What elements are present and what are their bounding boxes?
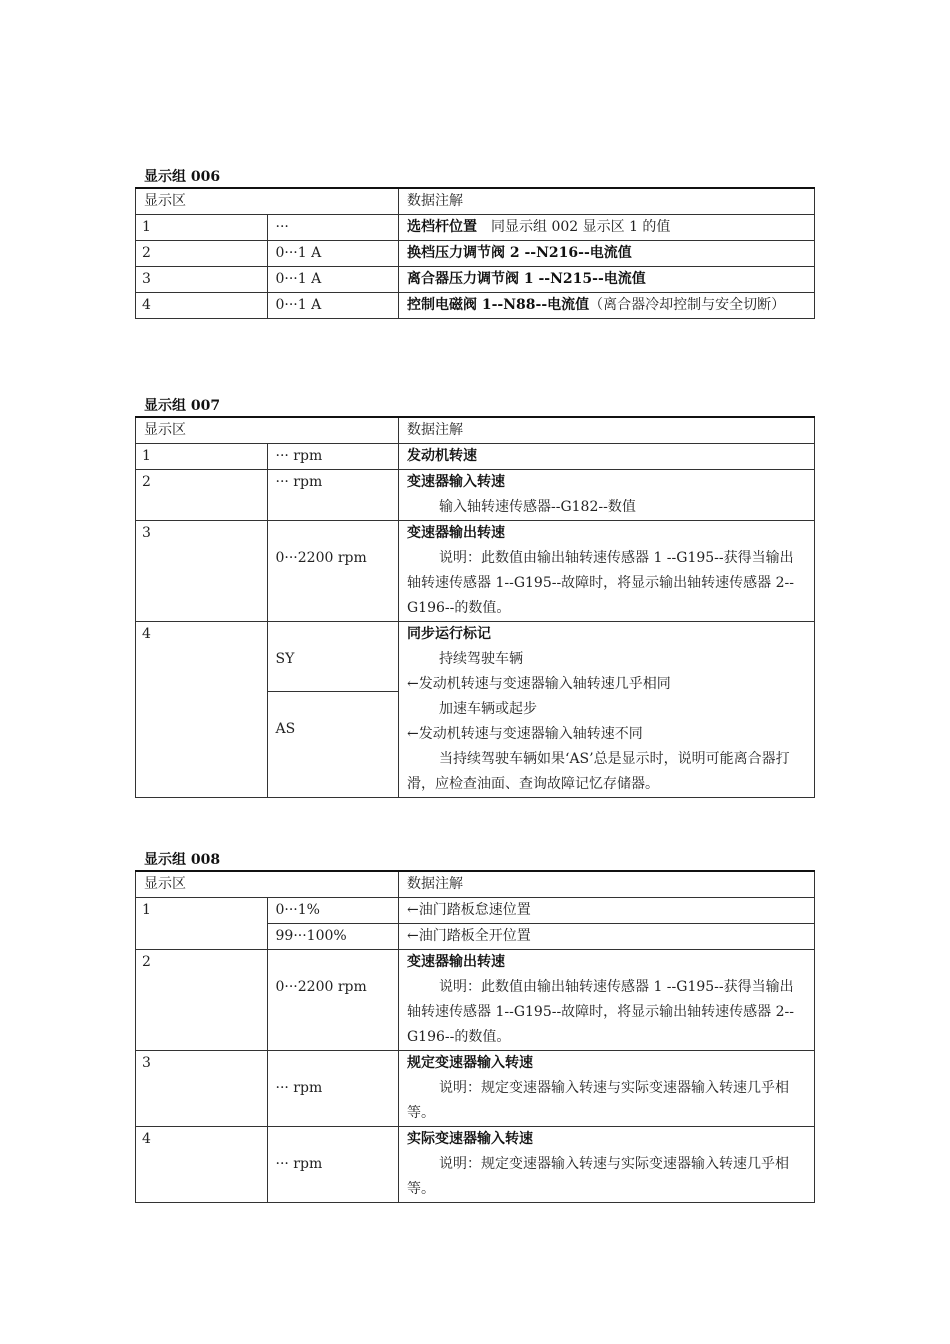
header-display-area: 显示区 (136, 871, 399, 898)
row-range (267, 521, 399, 622)
table-row (136, 241, 815, 267)
table-row (136, 470, 815, 521)
table-row (136, 521, 815, 622)
row-note-5: 当持续驾驶车辆如果‘AS’总是显示时，说明可能离合器打滑，应检查油面、查询故障记忆存储器。 (407, 751, 790, 792)
table-row (136, 622, 815, 692)
group-table (135, 416, 815, 798)
row-title: 实际变速器输入转速 (407, 1131, 533, 1147)
row-note: 说明：此数值由输出轴转速传感器 1 --G195--获得当输出轴转速传感器 1--G195--故障时，将显示输出轴转速传感器 2--G196--的数值。 (407, 979, 795, 1045)
table-header-row (136, 871, 815, 898)
row-description (399, 1127, 815, 1203)
header-display-area: 显示区 (136, 188, 399, 215)
row-range-as (267, 692, 399, 798)
header-data-note: 数据注解 (399, 417, 815, 444)
table-row (136, 444, 815, 470)
row-title: 换档压力调节阀 2 --N216--电流值 (407, 245, 632, 261)
row-note: 同显示组 002 显示区 1 的值 (477, 219, 671, 235)
row-title: 同步运行标记 (407, 626, 491, 642)
row-note: 输入轴转速传感器--G182--数值 (439, 499, 636, 515)
header-data-note: 数据注解 (399, 188, 815, 215)
row-number: 1 (136, 898, 268, 950)
row-range-value: AS (275, 721, 296, 737)
row-description (399, 470, 815, 521)
row-range: 99···100% (267, 924, 399, 950)
group-table (135, 187, 815, 319)
row-range: ··· (267, 215, 399, 241)
row-note: 说明：此数值由输出轴转速传感器 1 --G195--获得当输出轴转速传感器 1--G195--故障时，将显示输出轴转速传感器 2--G196--的数值。 (407, 550, 795, 616)
row-range-value: 0···2200 rpm (275, 550, 367, 566)
row-description (399, 215, 815, 241)
group-title: 显示组 008 (144, 852, 221, 868)
row-note: 说明：规定变速器输入转速与实际变速器输入转速几乎相等。 (407, 1156, 789, 1197)
display-group-008 (135, 850, 815, 1203)
row-range (267, 1127, 399, 1203)
group-title: 显示组 007 (144, 398, 221, 414)
row-number: 1 (136, 215, 268, 241)
row-description (399, 950, 815, 1051)
row-range: 0···1% (267, 898, 399, 924)
row-description (399, 267, 815, 293)
row-description: ←油门踏板怠速位置 (399, 898, 815, 924)
row-title: 离合器压力调节阀 1 --N215--电流值 (407, 271, 646, 287)
row-number: 1 (136, 444, 268, 470)
row-title: 控制电磁阀 1--N88--电流值 (407, 297, 590, 313)
row-range: 0···1 A (267, 241, 399, 267)
table-row (136, 1127, 815, 1203)
table-row (136, 898, 815, 924)
row-number: 3 (136, 267, 268, 293)
row-range (267, 1051, 399, 1127)
row-note-4: ←发动机转速与变速器输入轴转速不同 (407, 726, 643, 742)
row-range-value: ··· rpm (275, 1080, 323, 1096)
table-header-row (136, 417, 815, 444)
display-group-007 (135, 396, 815, 798)
row-title: 变速器输出转速 (407, 954, 505, 970)
group-table (135, 870, 815, 1203)
row-note-2: ←发动机转速与变速器输入轴转速几乎相同 (407, 676, 671, 692)
row-range-sy (267, 622, 399, 692)
table-row (136, 215, 815, 241)
row-description (399, 622, 815, 798)
header-display-area: 显示区 (136, 417, 399, 444)
row-title: 发动机转速 (407, 448, 477, 464)
row-range: 0···1 A (267, 293, 399, 319)
row-range-value: SY (275, 651, 295, 667)
row-range-value: 0···2200 rpm (275, 979, 367, 995)
row-description: ←油门踏板全开位置 (399, 924, 815, 950)
table-row (136, 267, 815, 293)
row-description (399, 293, 815, 319)
table-row (136, 950, 815, 1051)
row-number: 4 (136, 293, 268, 319)
row-title: 变速器输入转速 (407, 474, 505, 490)
header-data-note: 数据注解 (399, 871, 815, 898)
row-range (267, 950, 399, 1051)
row-description (399, 521, 815, 622)
row-title: 规定变速器输入转速 (407, 1055, 533, 1071)
row-range: ··· rpm (267, 470, 399, 521)
table-row (136, 293, 815, 319)
row-description (399, 1051, 815, 1127)
row-number: 3 (136, 521, 268, 622)
row-description (399, 241, 815, 267)
row-number: 4 (136, 1127, 268, 1203)
row-note-1: 持续驾驶车辆 (439, 651, 523, 667)
table-row (136, 1051, 815, 1127)
row-number: 4 (136, 622, 268, 798)
display-group-006 (135, 167, 815, 319)
row-range: 0···1 A (267, 267, 399, 293)
row-range-value: ··· rpm (275, 1156, 323, 1172)
row-number: 2 (136, 241, 268, 267)
row-number: 2 (136, 470, 268, 521)
row-title: 变速器输出转速 (407, 525, 505, 541)
row-number: 3 (136, 1051, 268, 1127)
table-header-row (136, 188, 815, 215)
row-title: 选档杆位置 (407, 219, 477, 235)
row-range: ··· rpm (267, 444, 399, 470)
row-note: 说明：规定变速器输入转速与实际变速器输入转速几乎相等。 (407, 1080, 789, 1121)
group-title: 显示组 006 (144, 169, 221, 185)
row-description (399, 444, 815, 470)
row-note-3: 加速车辆或起步 (439, 701, 537, 717)
row-note: （离合器冷却控制与安全切断） (589, 297, 786, 313)
row-number: 2 (136, 950, 268, 1051)
